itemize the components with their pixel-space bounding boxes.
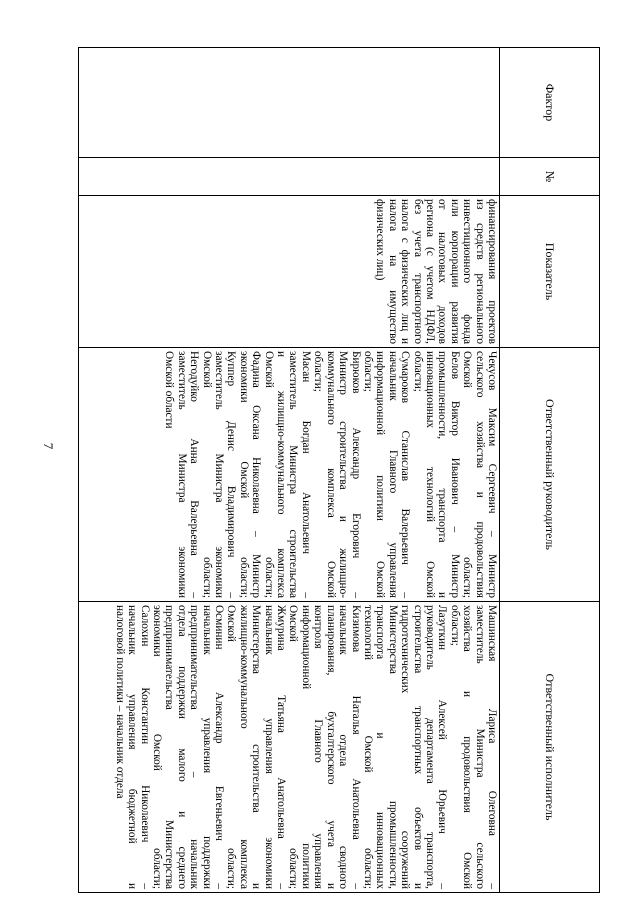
page-number: 7 <box>41 442 56 450</box>
executor-text-line: предпринимательства – начальник <box>188 605 201 889</box>
rotated-page-content <box>80 47 600 892</box>
leader-text-line: коммунального комплекса Омской <box>324 351 337 598</box>
executor-text-line: хозяйства и продовольствия Омской <box>461 605 474 889</box>
executor-text-line: заместитель Министра сельского <box>473 605 486 889</box>
leader-text-line: Омской области; <box>262 351 275 598</box>
executor-text-line: Салохин Константин Николаевич – <box>138 605 151 889</box>
executor-text-line: экономики Омской области; <box>151 605 164 889</box>
leader-text-line: сельского хозяйства и продовольствия <box>473 351 486 598</box>
table-header-row <box>500 48 600 893</box>
leader-text-line: и жилищно-коммунального комплекса <box>275 351 288 598</box>
indicator-text-line: региона (с учетом НДФЛ, <box>423 199 436 344</box>
leader-text-line: Чекусов Максим Сергеевич – Министр <box>486 351 498 598</box>
header-number: № <box>500 158 600 196</box>
executor-text-line: жилищно-коммунального комплекса <box>237 605 250 889</box>
executor-text-line: руководитель департамента транспорта, <box>423 605 436 889</box>
indicator-text-line: инвестиционного фонда <box>461 199 474 344</box>
executor-text-line: транспорта и инновационных <box>374 605 387 889</box>
indicator-text-line: из средств регионального <box>473 199 486 344</box>
executor-text-line: Министерства промышленности, <box>386 605 399 889</box>
leader-text-line: области; <box>361 351 374 392</box>
leader-text-line: Омской области <box>163 351 176 429</box>
executor-text-line: Осминин Александр Евгеньевич – <box>213 605 226 889</box>
number-cell <box>79 158 500 196</box>
executor-text-line: Жмурина Татьяна Анатольевна – <box>275 605 288 889</box>
executor-text-line: Машинская Лариса Олеговна – <box>486 605 498 889</box>
executor-cell <box>79 602 500 893</box>
header-indicator: Показатель <box>500 196 600 348</box>
leader-text-line: заместитель Министра экономики <box>175 351 188 598</box>
leader-text-line: заместитель Министра строительства <box>287 351 300 598</box>
factor-cell <box>79 48 500 158</box>
executor-text-line: информационной политики <box>299 605 312 889</box>
indicator-text-line: физических лиц) <box>374 199 387 281</box>
executor-text-line: налоговой политики – начальник отдела <box>113 605 126 799</box>
indicator-text-line: налога на имущество <box>386 199 399 344</box>
leader-text-line: Омской области; <box>200 351 213 598</box>
executor-text-line: Омской области; <box>225 605 238 889</box>
responsibility-table <box>78 47 600 893</box>
leader-text-line: Куппер Денис Владимирович – <box>225 351 238 598</box>
leader-text-line: Бирюков Александр Егорович – <box>349 351 362 598</box>
indicator-text-line: финансирования проектов <box>486 199 498 344</box>
leader-text-line: Министр строительства и жилищно- <box>337 351 350 598</box>
executor-text-line: строительства транспортных объектов и <box>411 605 424 889</box>
executor-text-line: Министерства строительства и <box>250 605 263 889</box>
header-factor: Фактор <box>500 48 600 158</box>
indicator-text-line: без учета транспортного <box>411 199 424 344</box>
leader-text-line: Негодуйко Анна Валерьевна – <box>188 351 201 598</box>
leader-text-line: промышленности, транспорта и <box>436 351 449 598</box>
executor-text-line: начальник управления поддержки <box>200 605 213 889</box>
leader-text-line: информационной политики Омской <box>374 351 387 598</box>
leader-text-line: Сумароков Станислав Валерьевич – <box>399 351 412 598</box>
executor-text-line: предпринимательства Министерства <box>163 605 176 889</box>
leader-text-line: экономики Омской области; <box>237 351 250 598</box>
table-row <box>79 48 500 893</box>
leader-text-line: Масан Богдан Анатольевич – <box>299 351 312 598</box>
executor-text-line: области; <box>448 605 461 646</box>
header-responsible-leader: Ответственный руководитель <box>500 348 600 602</box>
leader-text-line: начальник Главного управления <box>386 351 399 598</box>
leader-text-line: Фадина Оксана Николаевна – Министр <box>250 351 263 598</box>
leader-text-line: заместитель Министра экономики <box>213 351 226 598</box>
leader-cell <box>79 348 500 602</box>
leader-text-line: инновационных технологий Омской <box>423 351 436 598</box>
leader-text-line: области; <box>312 351 325 392</box>
executor-text-line: начальник управления бюджетной и <box>126 605 139 889</box>
indicator-cell <box>79 196 500 348</box>
executor-text-line: Омской области; <box>287 605 300 889</box>
executor-text-line: планирования, бухгалтерского учета и <box>324 605 337 889</box>
executor-text-line: технологий Омской области; <box>361 605 374 889</box>
indicator-text-line: налога с физических лиц и <box>399 199 412 344</box>
header-responsible-executor: Ответственный исполнитель <box>500 602 600 893</box>
executor-text-line: Кизимова Наталья Анатольевна – <box>349 605 362 889</box>
executor-text-line: отдела поддержки малого и среднего <box>175 605 188 889</box>
executor-text-line: Лазуткин Алексей Юрьевич – <box>436 605 449 889</box>
executor-text-line: начальник отдела сводного <box>337 605 350 889</box>
executor-text-line: начальник управления экономики <box>262 605 275 889</box>
indicator-text-line: или корпорации развития <box>448 199 461 344</box>
executor-text-line: контроля Главного управления <box>312 605 325 889</box>
leader-text-line: Омской области; <box>461 351 474 598</box>
leader-text-line: области; <box>411 351 424 392</box>
leader-text-line: Белов Виктор Иванович – Министр <box>448 351 461 598</box>
indicator-text-line: от налоговых доходов <box>436 199 449 344</box>
executor-text-line: гидротехнических сооружений <box>399 605 412 889</box>
